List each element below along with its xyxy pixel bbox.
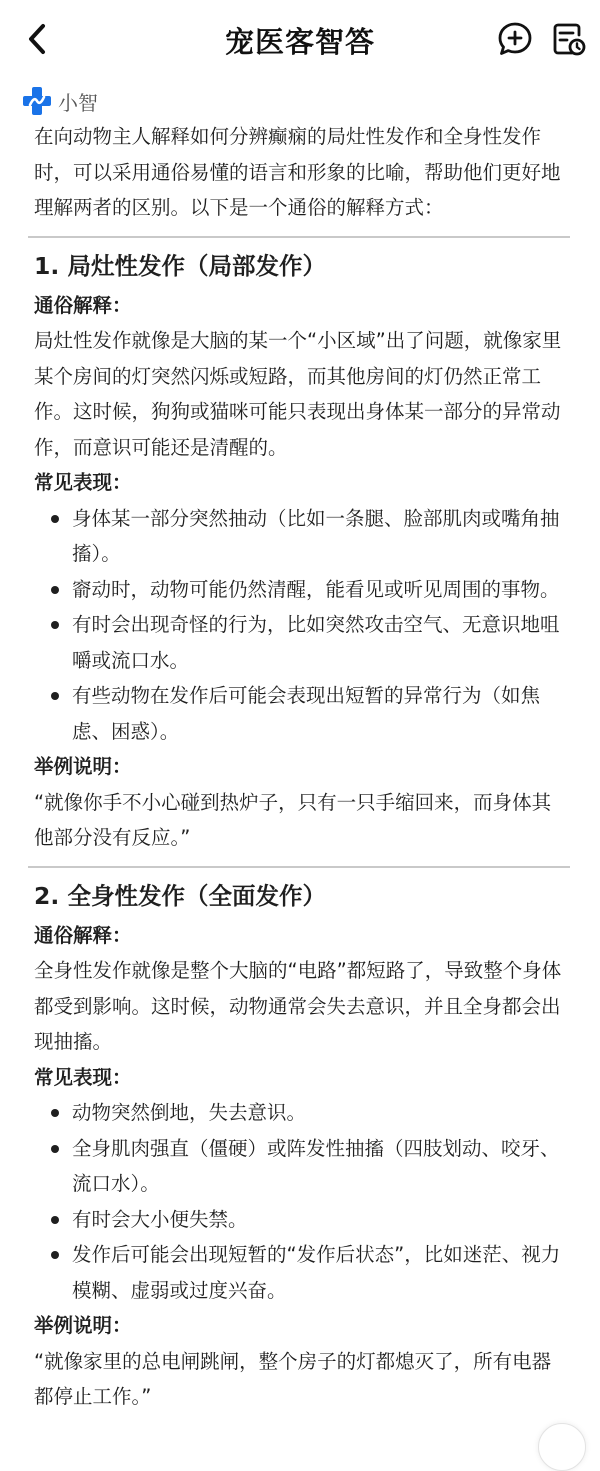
assistant-name: 小智 (58, 90, 98, 115)
divider (28, 866, 570, 868)
example-label: 举例说明： (34, 1314, 132, 1337)
symptoms-list (34, 501, 564, 750)
symptoms-label: 常见表现： (34, 1065, 132, 1089)
list-item: 发作后可能会出现短暂的“发作后状态”，比如迷茫、视力模糊、虚弱或过度兴奋。 (34, 1237, 564, 1308)
explain-text: 局灶性发作就像是大脑的某一个“小区域”出了问题，就像家里某个房间的灯突然闪烁或短路，而其他房间的灯仍然正常工作。这时候，狗狗或猫咪可能只表现出身体某一部分的异常动作，而意识可能还是清醒的。 (34, 329, 562, 459)
explain-label: 通俗解释： (34, 293, 132, 317)
symptoms-label: 常见表现： (34, 471, 132, 494)
answer-content (34, 119, 564, 1415)
scroll-down-button[interactable] (538, 1423, 586, 1471)
list-item: 身体某一部分突然抽动（比如一条腿、脸部肌肉或嘴角抽搐）。 (34, 501, 564, 572)
assistant-header (22, 86, 98, 116)
list-item: 有时会出现奇怪的行为，比如突然攻击空气、无意识地咀嚼或流口水。 (34, 607, 564, 678)
list-item: 有时会大小便失禁。 (34, 1202, 564, 1238)
explain-label: 通俗解释： (34, 923, 132, 947)
example-label: 举例说明： (34, 755, 132, 778)
divider (28, 236, 570, 238)
list-item: 窬动时，动物可能仍然清醒，能看见或听见周围的事物。 (34, 572, 564, 608)
explain-text: 全身性发作就像是整个大脑的“电路”都短路了，导致整个身体都受到影响。这时候，动物通常会失去意识，并且全身都会出现抽搐。 (34, 959, 562, 1053)
example-text: “就像家里的总电闸跳闸，整个房子的灯都熄灭了，所有电器都停止工作。” (34, 1349, 552, 1408)
list-item: 有些动物在发作后可能会表现出短暂的异常行为（如焦虑、困惑）。 (34, 678, 564, 749)
section-heading: 1. 局灶性发作（局部发作） (34, 251, 326, 280)
chat-plus-icon (496, 20, 534, 58)
section-heading: 2. 全身性发作（全面发作） (34, 881, 326, 910)
document-clock-icon (550, 20, 588, 58)
list-item: 动物突然倒地，失去意识。 (34, 1095, 564, 1131)
assistant-logo-icon (22, 86, 52, 116)
list-item: 全身肌肉强直（僵硬）或阵发性抽搐（四肢划动、咬牙、流口水）。 (34, 1131, 564, 1202)
example-text: “就像你手不小心碰到热炉子，只有一只手缩回来，而身体其他部分没有反应。” (34, 790, 552, 849)
page-title: 宠医客智答 (224, 25, 375, 59)
new-chat-button[interactable] (496, 20, 534, 58)
top-bar (0, 0, 600, 78)
symptoms-list (34, 1095, 564, 1308)
history-button[interactable] (550, 20, 588, 58)
intro-text: 在向动物主人解释如何分辨癫痫的局灶性发作和全身性发作时，可以采用通俗易懂的语言和形象的比喻，帮助他们更好地理解两者的区别。以下是一个通俗的解释方式： (34, 125, 561, 219)
